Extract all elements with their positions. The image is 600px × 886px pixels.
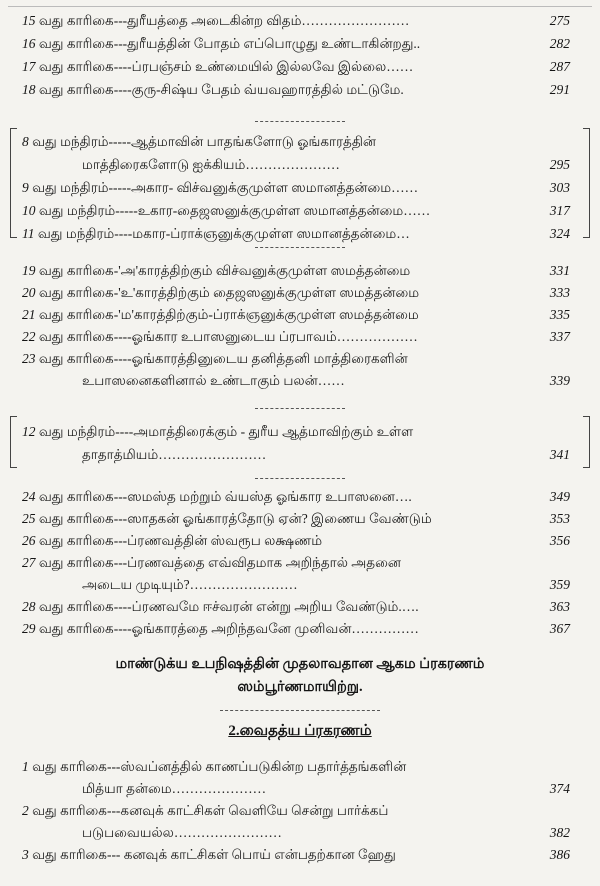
entry-number: 1	[22, 759, 29, 774]
entry-title: மாத்திரைகளோடு ஐக்கியம்…………………	[82, 157, 340, 172]
toc-entry	[22, 488, 570, 505]
page-number: 339	[549, 373, 570, 388]
toc-entry	[22, 58, 570, 75]
entry-title: வது மந்திரம்-----உகார-தைஜஸனுக்குமுள்ள ஸமானத்தன்மை……	[38, 203, 431, 218]
entry-number: 25	[22, 511, 36, 526]
page-number: 287	[549, 59, 570, 74]
toc-entry	[22, 350, 570, 367]
entry-title: வது மந்திரம்-----அகார- விச்வனுக்குமுள்ள ஸமானத்தன்மை……	[32, 180, 419, 195]
toc-entry	[22, 802, 570, 819]
entry-title: வது காரிகை----ப்ரணவமே ஈச்வரன் என்று அறிய வேண்டும்.….	[38, 599, 419, 614]
entry-title: வது காரிகை---துரீயத்தின் போதம் எப்பொழுது உண்டாகின்றது..	[38, 36, 421, 51]
page-number: 303	[549, 180, 570, 195]
separator	[255, 247, 345, 248]
entry-number: 26	[22, 533, 36, 548]
entry-number: 17	[22, 59, 36, 74]
entry-number: 15	[22, 13, 36, 28]
entry-number: 18	[22, 82, 36, 97]
separator	[255, 408, 345, 409]
page-number: 353	[549, 511, 570, 526]
page-number: 356	[549, 533, 570, 548]
page-number: 341	[549, 447, 570, 462]
entry-title: வது காரிகை----ஓங்கார உபாஸனுடைய ப்ரபாவம்………………	[38, 329, 418, 344]
entry-number: 20	[22, 285, 36, 300]
entry-number: 28	[22, 599, 36, 614]
page-number: 291	[549, 82, 570, 97]
entry-number: 21	[22, 307, 36, 322]
toc-entry	[22, 306, 570, 323]
entry-number: 27	[22, 555, 36, 570]
entry-title: வது காரிகை---ஸ்வப்னத்தில் காணப்படுகின்ற பதார்த்தங்களின்	[32, 759, 407, 774]
entry-number: 24	[22, 489, 36, 504]
entry-number: 2	[22, 803, 29, 818]
page-number: 275	[549, 13, 570, 28]
toc-entry	[22, 554, 570, 571]
toc-entry	[22, 225, 570, 242]
entry-number: 29	[22, 621, 36, 636]
page-number: 374	[549, 781, 570, 796]
closing-line-1: மாண்டுக்ய உபநிஷத்தின் முதலாவதான ஆகம ப்ரகரணம்	[115, 656, 485, 672]
page-number: 331	[549, 263, 570, 278]
bracket-left	[10, 416, 17, 468]
toc-entry	[22, 284, 570, 301]
page-number: 317	[549, 203, 570, 218]
toc-entry	[22, 179, 570, 196]
toc-entry	[22, 846, 570, 863]
toc-entry	[22, 262, 570, 279]
page-number: 333	[549, 285, 570, 300]
toc-entry	[22, 133, 570, 150]
section-heading: 2.வைதத்ய ப்ரகரணம்	[228, 723, 372, 739]
page-number: 349	[549, 489, 570, 504]
entry-number: 9	[22, 180, 29, 195]
separator	[255, 121, 345, 122]
entry-number: 11	[22, 226, 35, 241]
entry-title: வது காரிகை-'அ'காரத்திற்கும் விச்வனுக்குமுள்ள ஸமத்தன்மை	[38, 263, 411, 278]
entry-number: 8	[22, 134, 29, 149]
page-number: 367	[549, 621, 570, 636]
page-number: 382	[549, 825, 570, 840]
page-number: 282	[549, 36, 570, 51]
toc-entry	[22, 620, 570, 637]
toc-entry	[22, 598, 570, 615]
page-number: 295	[549, 157, 570, 172]
entry-title: வது காரிகை----ஓங்காரத்தினுடைய தனித்தனி மாத்திரைகளின்	[38, 351, 408, 366]
entry-title: வது காரிகை----ப்ரபஞ்சம் உண்மையில் இல்லவே இல்லை……	[38, 59, 414, 74]
toc-entry	[82, 576, 570, 593]
entry-title: வது காரிகை---ப்ரணவத்தின் ஸ்வரூப லக்ஷணம்	[38, 533, 323, 548]
toc-entry	[22, 81, 570, 98]
page-number: 335	[549, 307, 570, 322]
entry-title: தாதாத்மியம்……………………	[82, 447, 267, 462]
bracket-right	[583, 128, 590, 238]
entry-number: 3	[22, 847, 29, 862]
separator	[220, 710, 380, 711]
page-number: 337	[549, 329, 570, 344]
toc-entry	[22, 758, 570, 775]
toc-entry	[82, 156, 570, 173]
bracket-right	[583, 416, 590, 468]
entry-number: 23	[22, 351, 36, 366]
entry-title: அடைய முடியும்?……………………	[82, 577, 298, 592]
toc-entry	[82, 372, 570, 389]
bracket-left	[10, 128, 17, 238]
entry-title: வது காரிகை---ஸாதகன் ஓங்காரத்தோடு ஏன்? இணைய வேண்டும்	[38, 511, 432, 526]
entry-title: வது மந்திரம்----மகார-ப்ராக்ஞனுக்குமுள்ள ஸமானத்தன்மை…	[37, 226, 410, 241]
entry-number: 16	[22, 36, 36, 51]
entry-number: 12	[22, 424, 36, 439]
toc-entry	[22, 35, 570, 52]
entry-number: 22	[22, 329, 36, 344]
entry-title: வது காரிகை-'உ'காரத்திற்கும் தைஜஸனுக்குமுள்ள ஸமத்தன்மை	[38, 285, 420, 300]
top-rule	[8, 6, 592, 7]
toc-entry	[22, 202, 570, 219]
toc-entry	[22, 328, 570, 345]
entry-title: வது காரிகை---ஸமஸ்த மற்றும் வ்யஸ்த ஓங்கார உபாஸனை….	[38, 489, 412, 504]
entry-title: வது காரிகை----ஓங்காரத்தை அறிந்தவனே முனிவன்……………	[38, 621, 419, 636]
page-number: 386	[549, 847, 570, 862]
entry-title: வது காரிகை---கனவுக் காட்சிகள் வெளியே சென்று பார்க்கப்	[32, 803, 389, 818]
entry-title: மித்யா தன்மை…………………	[82, 781, 267, 796]
entry-title: வது காரிகை--- கனவுக் காட்சிகள் பொய் என்பதற்கான ஹேது	[32, 847, 396, 862]
entry-title: வது காரிகை-'ம'காரத்திற்கும்-ப்ராக்ஞனுக்குமுள்ள ஸமத்தன்மை	[38, 307, 419, 322]
toc-entry	[82, 446, 570, 463]
toc-entry	[22, 423, 570, 440]
entry-title: வது மந்திரம்-----ஆத்மாவின் பாதங்களோடு ஓங்காரத்தின்	[32, 134, 376, 149]
entry-title: வது மந்திரம்----அமாத்திரைக்கும் - துரீய ஆத்மாவிற்கும் உள்ள	[38, 424, 414, 439]
page-number: 363	[549, 599, 570, 614]
toc-entry	[82, 780, 570, 797]
entry-title: வது காரிகை---துரீயத்தை அடைகின்ற விதம்……………………	[38, 13, 410, 28]
toc-entry	[22, 12, 570, 29]
page-number: 324	[549, 226, 570, 241]
toc-entry	[82, 824, 570, 841]
entry-title: வது காரிகை----குரு-சிஷ்ய பேதம் வ்யவஹாரத்தில் மட்டுமே.	[38, 82, 404, 97]
toc-entry	[22, 532, 570, 549]
closing-line-2: ஸம்பூர்ணமாயிற்று.	[237, 679, 363, 695]
separator	[255, 478, 345, 479]
entry-number: 10	[22, 203, 36, 218]
entry-title: வது காரிகை---ப்ரணவத்தை எவ்விதமாக அறிந்தால் அதனை	[38, 555, 401, 570]
entry-title: உபாஸனைகளினால் உண்டாகும் பலன்……	[82, 373, 345, 388]
entry-title: படுபவையல்ல……………………	[82, 825, 282, 840]
page-number: 359	[549, 577, 570, 592]
entry-number: 19	[22, 263, 36, 278]
toc-entry	[22, 510, 570, 527]
